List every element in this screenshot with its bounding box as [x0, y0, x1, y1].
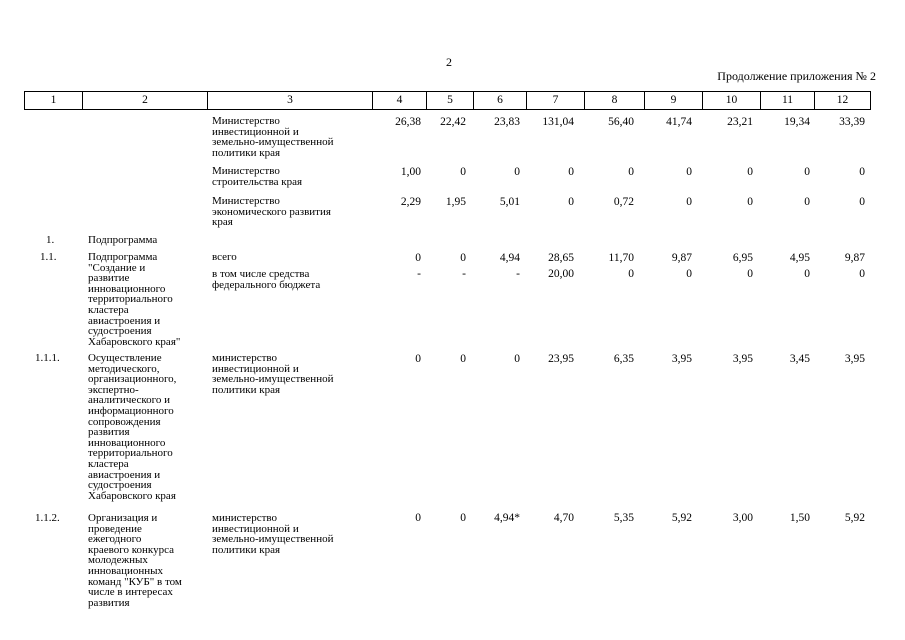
row-value-sub: - [516, 268, 520, 280]
row-executor: Министерство строительства края [212, 165, 303, 188]
row-name: Осуществление методического, организационного, экспертно- аналитического и информационного сопровождения развития инновационного территориального кластера авиастроения и судостроения Хабаровского края [88, 352, 177, 502]
row-value-sub: 20,00 [548, 268, 574, 280]
header-col-12: 12 [815, 92, 871, 109]
row-value: 3,95 [671, 353, 692, 365]
row-value: 1,00 [400, 166, 421, 178]
row-value: 19,34 [784, 116, 810, 128]
header-col-4: 4 [373, 92, 427, 109]
header-col-10: 10 [703, 92, 761, 109]
row-value: 22,42 [440, 116, 466, 128]
row-value: 0 [415, 252, 421, 264]
row-value-sub: 0 [859, 268, 865, 280]
row-value: 23,95 [548, 353, 574, 365]
row-number: 1.1.2. [35, 512, 60, 524]
row-value: 9,87 [671, 252, 692, 264]
row-number: 1.1.1. [35, 352, 60, 364]
row-value: 26,38 [395, 116, 421, 128]
row-value: 0 [859, 166, 865, 178]
row-value: 0 [514, 353, 520, 365]
row-value: 0,72 [613, 196, 634, 208]
row-value: 6,95 [732, 252, 753, 264]
header-col-9: 9 [645, 92, 703, 109]
row-value: 0 [686, 166, 692, 178]
appendix-note: Продолжение приложения № 2 [717, 69, 876, 83]
header-col-3: 3 [208, 92, 373, 109]
row-value: 5,35 [613, 512, 634, 524]
row-value: 1,50 [789, 512, 810, 524]
row-executor: Министерство инвестиционной и земельно-имущественной политики края [212, 115, 334, 159]
row-name: Организация и проведение ежегодного краевого конкурса молодежных инновационных команд "КУБ" в том числе в интересах развития [88, 512, 182, 609]
row-value: 0 [628, 166, 634, 178]
row-value: 0 [460, 353, 466, 365]
row-value: 3,95 [732, 353, 753, 365]
row-value: 41,74 [666, 116, 692, 128]
row-value: 28,65 [548, 252, 574, 264]
header-col-6: 6 [474, 92, 527, 109]
row-value: 0 [460, 252, 466, 264]
header-col-11: 11 [761, 92, 815, 109]
row-value-sub: - [462, 268, 466, 280]
row-value-sub: 0 [804, 268, 810, 280]
row-value: 0 [415, 353, 421, 365]
row-value: 3,95 [844, 353, 865, 365]
row-value: 4,94* [494, 512, 520, 524]
row-executor: министерство инвестиционной и земельно-имущественной политики края [212, 352, 334, 396]
row-value: 9,87 [844, 252, 865, 264]
table-header [24, 91, 871, 110]
row-value: 1,95 [445, 196, 466, 208]
row-value: 5,92 [844, 512, 865, 524]
row-value: 0 [514, 166, 520, 178]
row-value: 0 [568, 166, 574, 178]
row-value: 0 [460, 512, 466, 524]
row-executor-sub: в том числе средства федерального бюджета [212, 268, 321, 291]
header-col-8: 8 [585, 92, 645, 109]
page-number: 2 [446, 55, 452, 69]
row-value: 3,00 [732, 512, 753, 524]
row-value: 0 [859, 196, 865, 208]
row-value: 23,83 [494, 116, 520, 128]
row-value: 0 [804, 166, 810, 178]
row-value-sub: 0 [628, 268, 634, 280]
row-value-sub: 0 [686, 268, 692, 280]
row-value: 23,21 [727, 116, 753, 128]
row-value: 0 [568, 196, 574, 208]
header-col-7: 7 [527, 92, 585, 109]
row-value: 33,39 [839, 116, 865, 128]
row-value: 5,92 [671, 512, 692, 524]
row-value: 4,94 [499, 252, 520, 264]
row-value: 0 [686, 196, 692, 208]
row-number: 1.1. [40, 251, 57, 263]
row-value-sub: 0 [747, 268, 753, 280]
row-number: 1. [46, 234, 55, 246]
row-value: 4,95 [789, 252, 810, 264]
row-value: 131,04 [542, 116, 574, 128]
row-value: 0 [804, 196, 810, 208]
row-executor: всего [212, 251, 237, 263]
row-value: 0 [460, 166, 466, 178]
row-value: 3,45 [789, 353, 810, 365]
row-name: Подпрограмма [88, 234, 158, 246]
row-value: 0 [747, 196, 753, 208]
row-value: 0 [747, 166, 753, 178]
row-value: 4,70 [553, 512, 574, 524]
row-executor: министерство инвестиционной и земельно-имущественной политики края [212, 512, 334, 556]
row-value: 2,29 [400, 196, 421, 208]
row-value: 0 [415, 512, 421, 524]
header-col-5: 5 [427, 92, 474, 109]
header-col-2: 2 [83, 92, 208, 109]
row-value-sub: - [417, 268, 421, 280]
row-value: 5,01 [499, 196, 520, 208]
row-value: 6,35 [613, 353, 634, 365]
row-value: 11,70 [608, 252, 634, 264]
row-name: Подпрограмма "Создание и развитие инновационного территориального кластера авиастроения и судостроения Хабаровского края" [88, 251, 181, 348]
header-col-1: 1 [25, 92, 83, 109]
row-executor: Министерство экономического развития края [212, 195, 331, 229]
row-value: 56,40 [608, 116, 634, 128]
